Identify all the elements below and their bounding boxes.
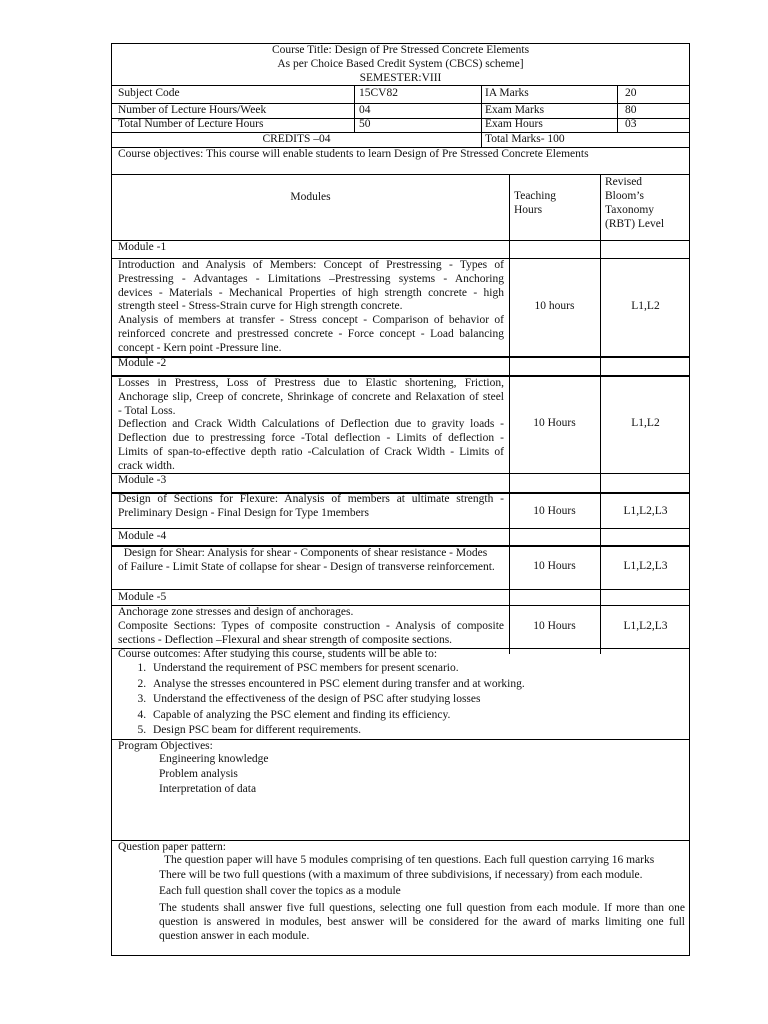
- exam-hours-label: Exam Hours: [485, 118, 543, 130]
- module-4-line: Design for Shear: Analysis for shear - Components of shear resistance - Modes: [118, 547, 488, 559]
- module-5-content: [118, 606, 504, 647]
- rbt-header-2: Bloom’s: [605, 190, 644, 202]
- module-5-line: sections - Deflection –Flexural and shear strength of composite sections.: [118, 633, 453, 646]
- module-4-line: of Failure - Limit State of collapse for shear - Design of transverse reinforcement.: [118, 560, 495, 573]
- syllabus-page: [111, 43, 690, 956]
- module-2-line: Deflection and Crack Width Calculations of Deflection due to gravity loads -: [118, 418, 504, 431]
- module-2-line: Limits of span-to-effective depth ratio -Calculation of Crack Width - Limits of: [118, 445, 504, 458]
- course-outcomes-list: [112, 661, 525, 739]
- outcome-item: 5. Design PSC beam for different requirements.: [149, 723, 525, 739]
- exam-marks-value: 80: [625, 104, 637, 116]
- rbt-header-4: (RBT) Level: [605, 218, 665, 230]
- module-2-hours: 10 Hours: [533, 417, 576, 429]
- program-objective-item: Engineering knowledge: [159, 753, 269, 765]
- total-marks: Total Marks- 100: [485, 133, 565, 145]
- module-3-content: [118, 493, 504, 521]
- question-paper-para-line: question answer in each module.: [159, 929, 310, 942]
- module-2-line: Losses in Prestress, Loss of Prestress due to Elastic shortening, Friction,: [118, 377, 504, 389]
- exam-hours-value: 03: [625, 118, 637, 130]
- course-objectives: Course objectives: This course will enable students to learn Design of Pre Stressed Concrete Elements: [118, 148, 589, 160]
- module-4-title: Module -4: [118, 530, 167, 542]
- rbt-header-1: Revised: [605, 176, 643, 188]
- outcome-item: 2. Analyse the stresses encountered in PSC element during transfer and at working.: [149, 677, 525, 693]
- module-5-title: Module -5: [118, 591, 167, 603]
- module-1-line: Prestressing - Advantages - Limitations –Prestressing systems - Anchoring: [118, 272, 504, 285]
- module-5-line: Anchorage zone stresses and design of anchorages.: [118, 606, 354, 618]
- module-3-title: Module -3: [118, 474, 167, 486]
- program-objectives-heading: Program Objectives:: [118, 740, 213, 752]
- module-2-level: L1,L2: [631, 417, 660, 429]
- module-5-line: Composite Sections: Types of composite construction - Analysis of composite: [118, 619, 504, 632]
- question-paper-paragraph: [159, 902, 685, 943]
- module-2-line: Deflection due to prestressing force -Total deflection - Limits of deflection -: [118, 432, 504, 445]
- exam-marks-label: Exam Marks: [485, 104, 545, 116]
- semester-line: SEMESTER:VIII: [359, 72, 442, 84]
- subject-code-value: 15CV82: [359, 87, 398, 99]
- outcome-item: 4. Capable of analyzing the PSC element and finding its efficiency.: [149, 708, 525, 724]
- module-3-hours: 10 Hours: [533, 505, 576, 517]
- module-1-content: [118, 259, 504, 356]
- module-1-hours: 10 hours: [534, 300, 575, 312]
- teaching-hours-header-1: Teaching: [514, 190, 556, 202]
- rbt-header-3: Taxonomy: [605, 204, 655, 216]
- question-paper-line: There will be two full questions (with a maximum of three subdivisions, if necessary) from each module.: [159, 869, 643, 881]
- module-4-level: L1,L2,L3: [623, 560, 668, 572]
- outcome-item: 3. Understand the effectiveness of the design of PSC after studying losses: [149, 692, 525, 708]
- ia-marks-value: 20: [625, 87, 637, 99]
- course-title: Course Title: Design of Pre Stressed Concrete Elements: [271, 44, 530, 56]
- total-lecture-hours-value: 50: [359, 118, 371, 130]
- subject-code-label: Subject Code: [118, 87, 180, 99]
- question-paper-line: Each full question shall cover the topics as a module: [159, 885, 401, 897]
- module-2-line: - Total Loss.: [118, 404, 176, 417]
- module-2-title: Module -2: [118, 357, 167, 369]
- module-4-content: [118, 547, 504, 575]
- lecture-hours-week-label: Number of Lecture Hours/Week: [118, 104, 267, 116]
- total-lecture-hours-label: Total Number of Lecture Hours: [118, 118, 264, 130]
- program-objective-item: Interpretation of data: [159, 783, 257, 795]
- module-1-line: Introduction and Analysis of Members: Concept of Prestressing - Types of: [118, 259, 504, 271]
- modules-column-header: Modules: [290, 191, 331, 203]
- outcome-item: 1. Understand the requirement of PSC members for present scenario.: [149, 661, 525, 677]
- module-2-line: crack width.: [118, 459, 175, 472]
- question-paper-para-line: question is answered in modules, best answer will be considered for the award of marks limiting one full: [159, 915, 685, 928]
- module-3-line: Design of Sections for Flexure: Analysis of members at ultimate strength -: [118, 493, 504, 505]
- module-1-line: reinforced concrete and prestressed concrete - Force concept - Load balancing: [118, 327, 504, 340]
- module-2-line: Anchorage slip, Creep of concrete, Shrinkage of concrete and Relaxation of steel: [118, 390, 504, 403]
- module-4-hours: 10 Hours: [533, 560, 576, 572]
- lecture-hours-week-value: 04: [359, 104, 371, 116]
- module-5-hours: 10 Hours: [533, 620, 576, 632]
- course-outcomes-heading: Course outcomes: After studying this course, students will be able to:: [118, 648, 438, 660]
- module-1-level: L1,L2: [631, 300, 660, 312]
- module-1-line: Analysis of members at transfer - Stress concept - Comparison of behavior of: [118, 314, 504, 327]
- module-2-content: [118, 377, 504, 474]
- question-paper-heading: Question paper pattern:: [118, 841, 226, 853]
- module-1-line: strength steel - Stress-Strain curve for High strength concrete.: [118, 300, 403, 313]
- program-objective-item: Problem analysis: [159, 768, 238, 780]
- module-3-line: Preliminary Design - Final Design for Type 1members: [118, 506, 369, 519]
- question-paper-line: The question paper will have 5 modules comprising of ten questions. Each full question carrying 16 marks: [164, 854, 655, 866]
- credits: CREDITS –04: [262, 133, 331, 145]
- module-1-line: devices - Materials - Mechanical Properties of high strength concrete - high: [118, 286, 504, 299]
- scheme-line: As per Choice Based Credit System (CBCS) scheme]: [277, 58, 524, 70]
- question-paper-para-line: The students shall answer five full questions, selecting one full question from each module. If more than one: [159, 902, 685, 914]
- module-3-level: L1,L2,L3: [623, 505, 668, 517]
- teaching-hours-header-2: Hours: [514, 204, 543, 216]
- module-1-line: concept - Kern point -Pressure line.: [118, 341, 282, 354]
- module-5-level: L1,L2,L3: [623, 620, 668, 632]
- module-1-title: Module -1: [118, 241, 167, 253]
- ia-marks-label: IA Marks: [485, 87, 529, 99]
